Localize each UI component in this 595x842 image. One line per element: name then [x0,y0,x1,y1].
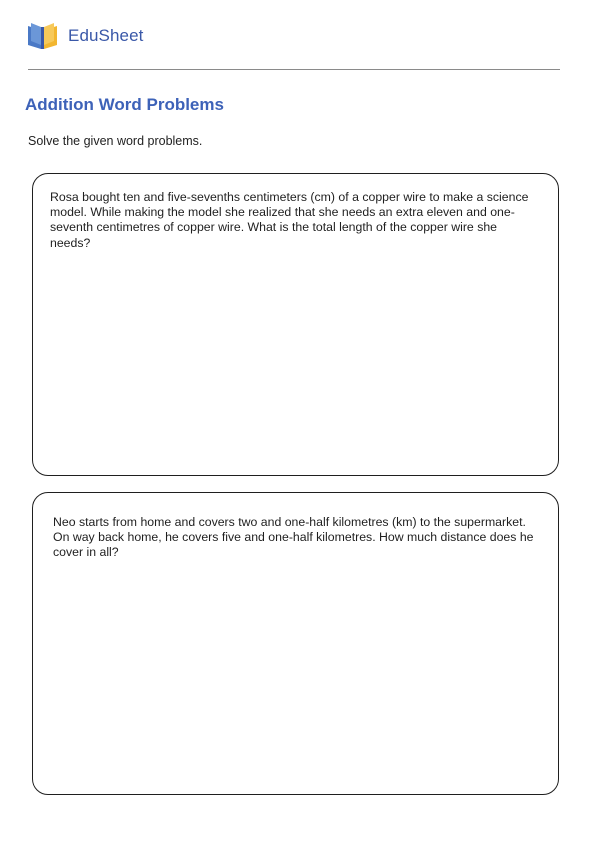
header-divider [28,69,560,70]
page-title: Addition Word Problems [25,95,224,114]
instructions: Solve the given word problems. [28,134,203,148]
problem-card [32,492,559,795]
brand-name: EduSheet [68,26,144,45]
problem-text: Neo starts from home and covers two and one-half kilometres (km) to the supermarket. On way back home, he covers five and one-half kilometres. How much distance does he cover in all? [53,515,534,560]
problem-card [32,173,559,476]
header [27,20,143,52]
problem-text: Rosa bought ten and five-sevenths centimeters (cm) of a copper wire to make a science model. While making the model she realized that she needs an extra eleven and one-seventh centimetres of copper wire. What is the total length of the copper wire she needs? [50,190,529,250]
open-book-icon [27,21,58,51]
